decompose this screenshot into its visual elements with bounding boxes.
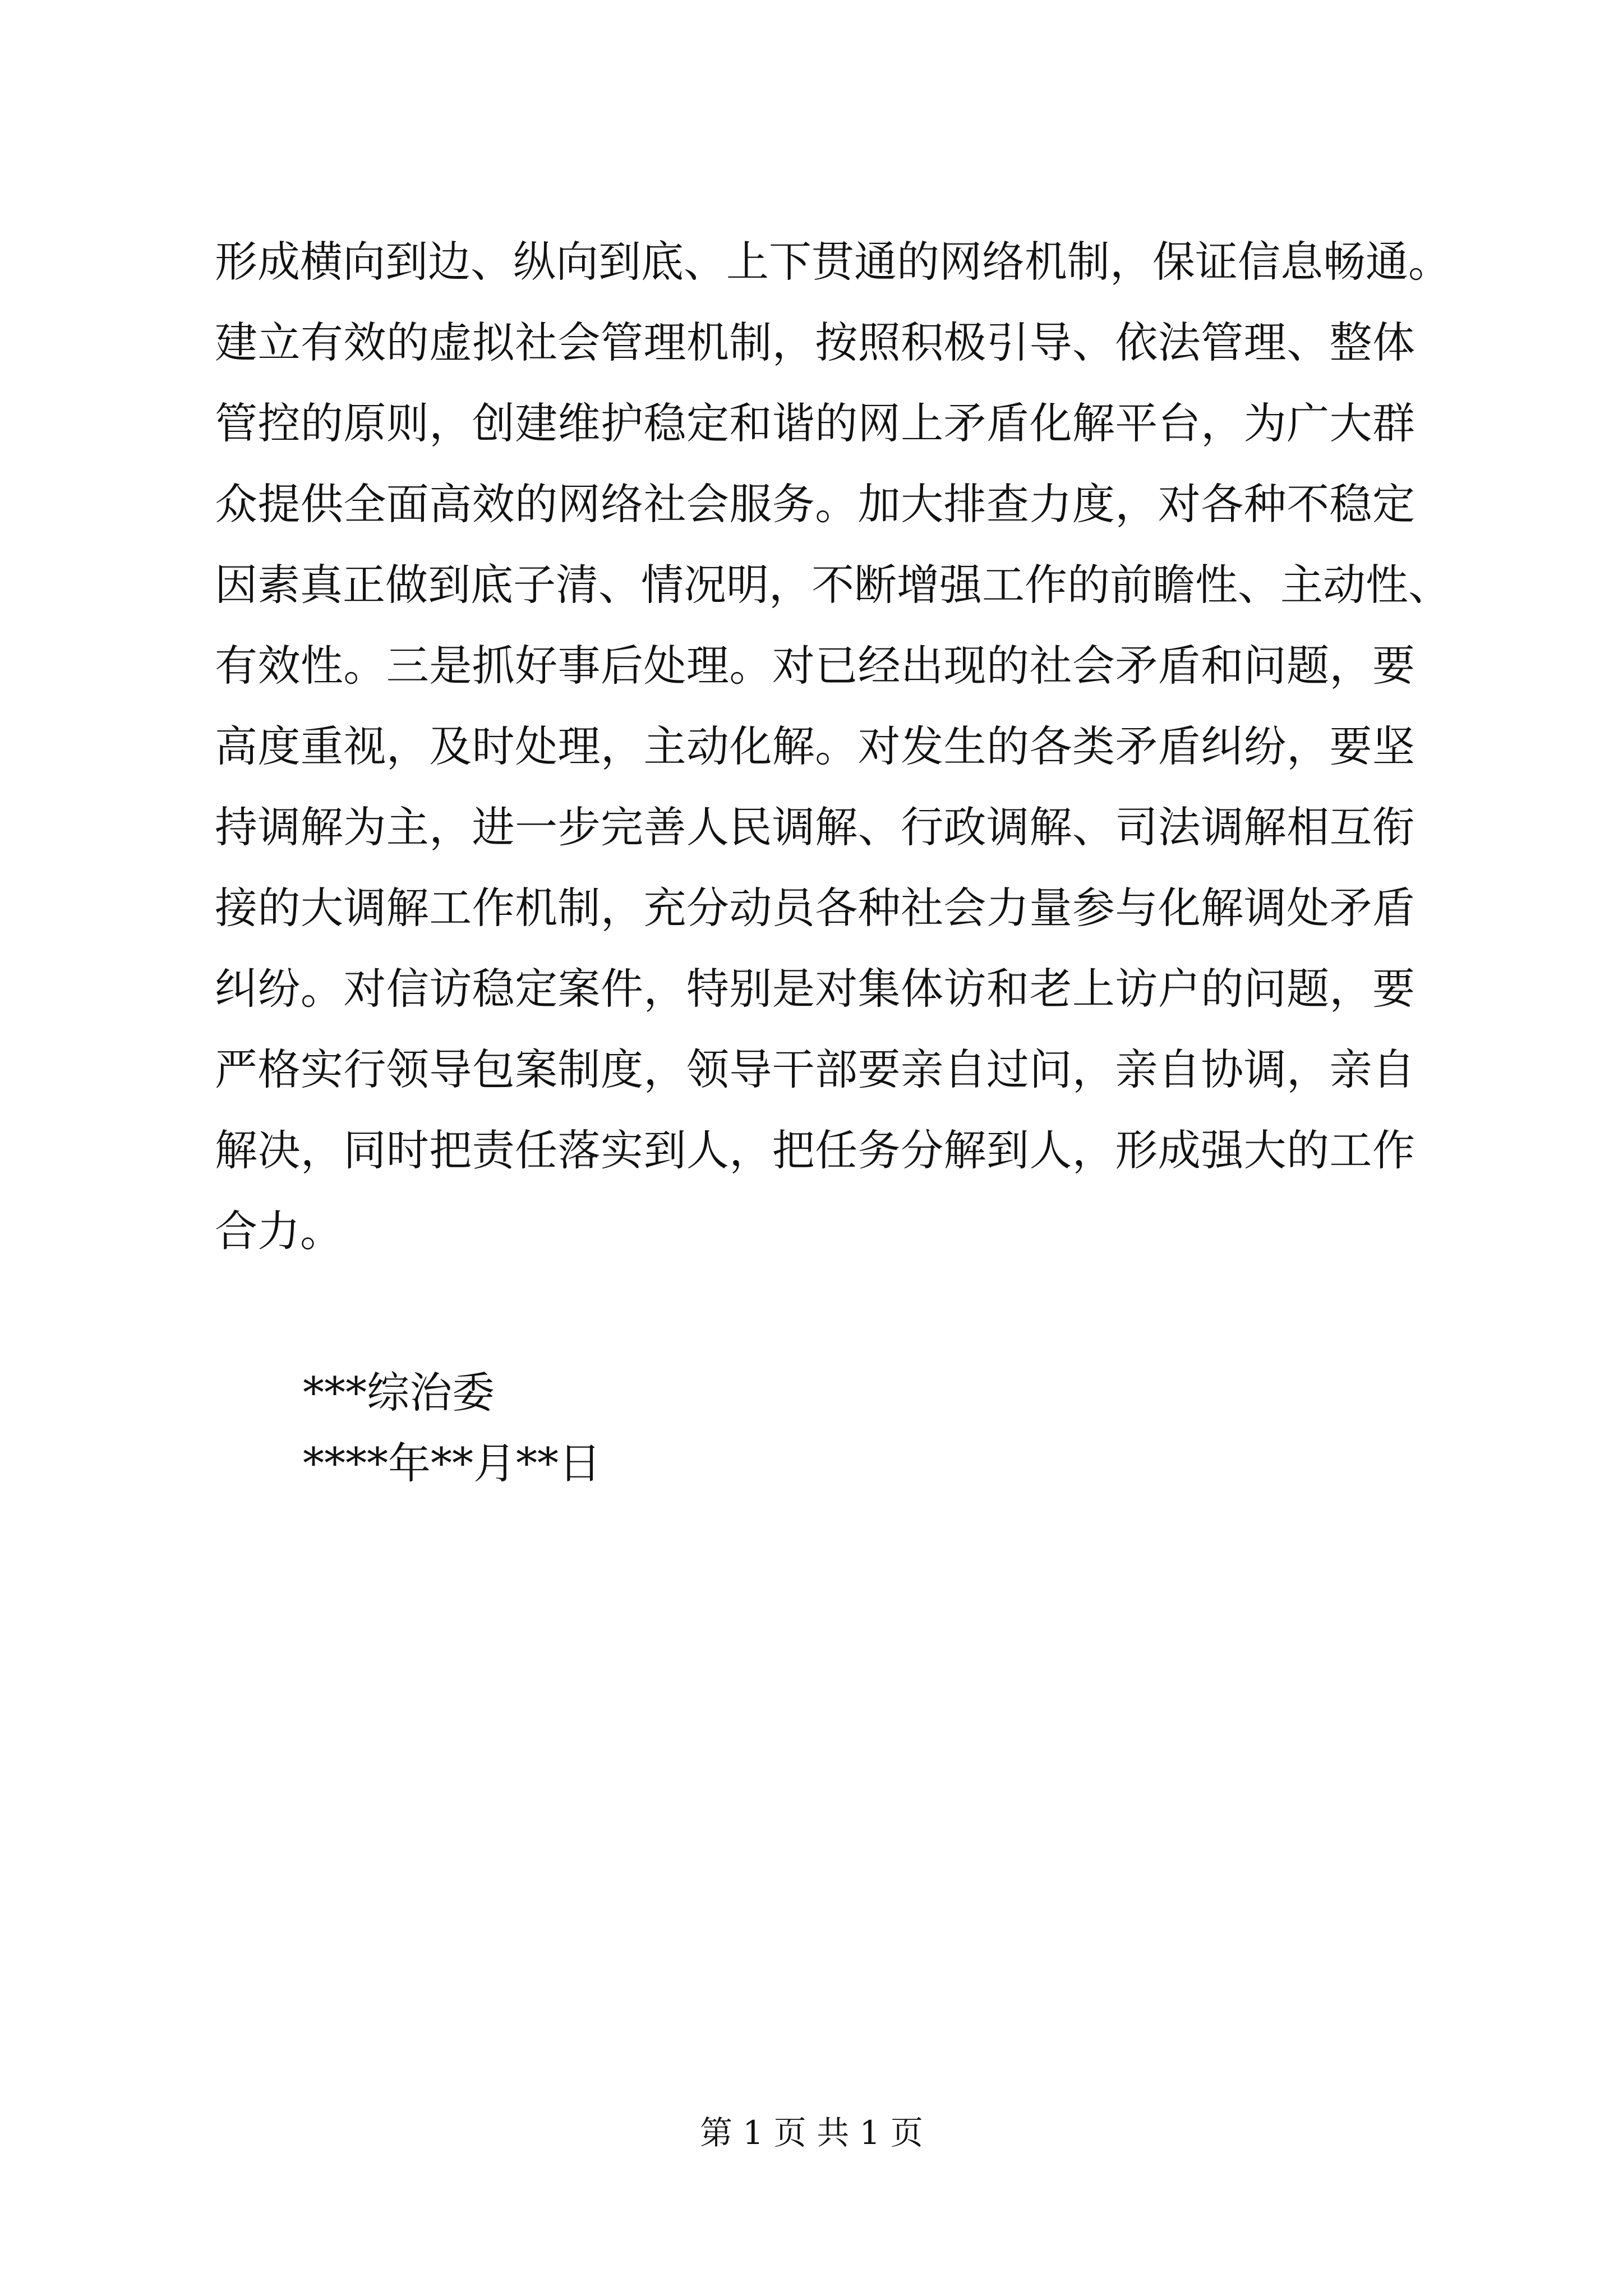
signature-date: ****年**月**日 bbox=[303, 1438, 601, 1488]
paragraph-line: 严格实行领导包案制度，领导干部要亲自过问，亲自协调，亲自 bbox=[215, 1045, 1415, 1094]
paragraph-line: 合力。 bbox=[215, 1206, 343, 1256]
page-footer: 第 1 页 共 1 页 bbox=[700, 2114, 923, 2152]
signature-organization: ***综治委 bbox=[303, 1368, 495, 1418]
paragraph-line: 纠纷。对信访稳定案件，特别是对集体访和老上访户的问题，要 bbox=[215, 964, 1415, 1014]
signature-block bbox=[303, 1358, 601, 1499]
body-paragraph bbox=[215, 222, 1451, 1272]
paragraph-line: 接的大调解工作机制，充分动员各种社会力量参与化解调处矛盾 bbox=[215, 883, 1415, 933]
paragraph-line: 解决，同时把责任落实到人，把任务分解到人，形成强大的工作 bbox=[215, 1125, 1415, 1175]
paragraph-line: 众提供全面高效的网络社会服务。加大排查力度，对各种不稳定 bbox=[215, 479, 1415, 529]
paragraph-line: 建立有效的虚拟社会管理机制，按照积极引导、依法管理、整体 bbox=[215, 318, 1415, 367]
paragraph-line: 持调解为主，进一步完善人民调解、行政调解、司法调解相互衔 bbox=[215, 802, 1415, 852]
paragraph-line: 有效性。三是抓好事后处理。对已经出现的社会矛盾和问题，要 bbox=[215, 641, 1415, 691]
paragraph-line: 形成横向到边、纵向到底、上下贯通的网络机制，保证信息畅通。 bbox=[215, 237, 1451, 287]
paragraph-line: 因素真正做到底子清、情况明，不断增强工作的前瞻性、主动性、 bbox=[215, 560, 1451, 610]
paragraph-line: 管控的原则，创建维护稳定和谐的网上矛盾化解平台，为广大群 bbox=[215, 398, 1415, 448]
paragraph-line: 高度重视，及时处理，主动化解。对发生的各类矛盾纠纷，要坚 bbox=[215, 721, 1415, 771]
